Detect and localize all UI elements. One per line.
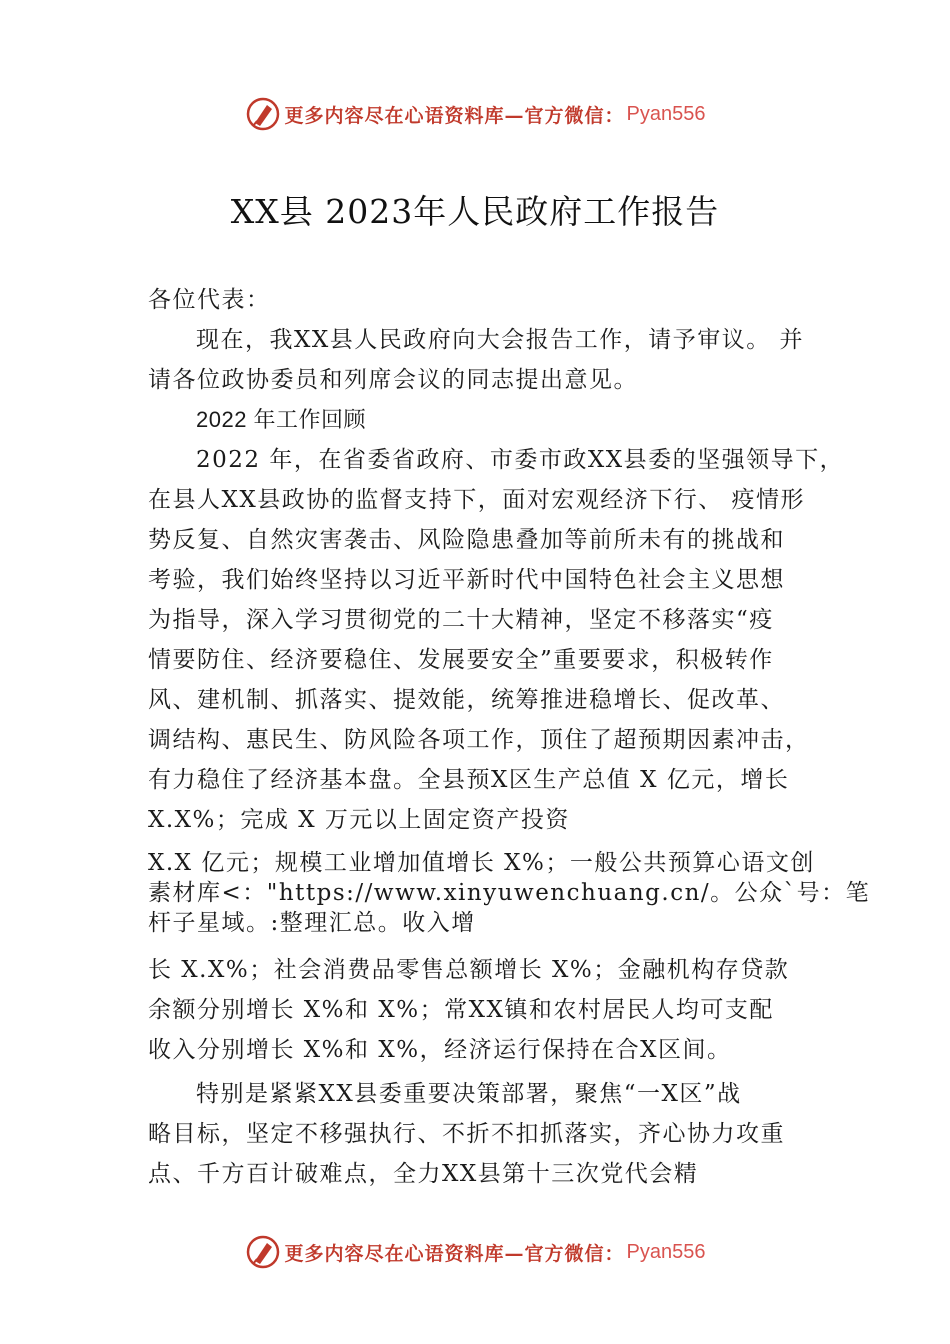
paragraph-line: 势反复、自然灾害袭击、风险隐患叠加等前所未有的挑战和 <box>148 527 785 553</box>
paragraph-line: 杆子星域。:整理汇总。收入增 <box>148 910 476 936</box>
paragraph-line: 请各位政协委员和列席会议的同志提出意见。 <box>148 367 638 393</box>
pen-nib-logo-icon <box>245 1234 281 1270</box>
paragraph-line: 素材库<："https://www.xinyuwenchuang.cn/。公众`号：笔 <box>148 880 871 906</box>
section-heading: 2022 年工作回顾 <box>196 407 367 432</box>
banner-text: 更多内容尽在心语资料库—官方微信： <box>284 104 625 127</box>
paragraph-line: 长 X.X%；社会消费品零售总额增长 X%；金融机构存贷款 <box>148 957 790 983</box>
paragraph-review <box>148 440 845 840</box>
paragraph-inserted <box>148 848 871 938</box>
footer-banner <box>0 1230 950 1274</box>
salutation: 各位代表： <box>148 287 271 313</box>
page-title: XX县 2023年人民政府工作报告 <box>230 192 720 231</box>
paragraph-line: 考验，我们始终坚持以习近平新时代中国特色社会主义思想 <box>148 567 785 593</box>
paragraph-continued <box>148 950 838 1070</box>
paragraph-line: 余额分别增长 X%和 X%；常XX镇和农村居民人均可支配 <box>148 997 774 1023</box>
wechat-id: Pyan556 <box>626 102 706 125</box>
paragraph-line: X.X 亿元；规模工业增加值增长 X%；一般公共预算心语文创 <box>148 850 815 876</box>
paragraph-line: 有力稳住了经济基本盘。全县预X区生产总值 X 亿元，增长 <box>148 767 790 793</box>
paragraph-line: 特别是紧紧XX县委重要决策部署，聚焦“一X区”战 <box>196 1081 742 1107</box>
header-banner <box>0 92 950 136</box>
paragraph-line: 点、千方百计破难点，全力XX县第十三次党代会精 <box>148 1161 699 1187</box>
paragraph-line: 情要防住、经济要稳住、发展要安全”重要要求，积极转作 <box>148 647 774 673</box>
banner-text: 更多内容尽在心语资料库—官方微信： <box>284 1242 625 1265</box>
paragraph-line: 收入分别增长 X%和 X%，经济运行保持在合X区间。 <box>148 1037 732 1063</box>
paragraph-line: 略目标，坚定不移强执行、不折不扣抓落实，齐心协力攻重 <box>148 1121 785 1147</box>
intro-section <box>148 280 838 440</box>
paragraph-line: 2022 年，在省委省政府、市委市政XX县委的坚强领导下， <box>196 447 845 473</box>
paragraph-line: 现在，我XX县人民政府向大会报告工作，请予审议。 并 <box>196 327 805 353</box>
paragraph-line: 风、建机制、抓落实、提效能，统筹推进稳增长、促改革、 <box>148 687 785 713</box>
paragraph-line: X.X%；完成 X 万元以上固定资产投资 <box>148 807 570 833</box>
wechat-id: Pyan556 <box>626 1240 706 1263</box>
pen-nib-logo-icon <box>245 96 281 132</box>
paragraph-special <box>148 1074 838 1194</box>
paragraph-line: 调结构、惠民生、防风险各项工作，顶住了超预期因素冲击， <box>148 727 810 753</box>
paragraph-line: 在县人XX县政协的监督支持下，面对宏观经济下行、 疫情形 <box>148 487 806 513</box>
paragraph-line: 为指导，深入学习贯彻党的二十大精神，坚定不移落实“疫 <box>148 607 774 633</box>
